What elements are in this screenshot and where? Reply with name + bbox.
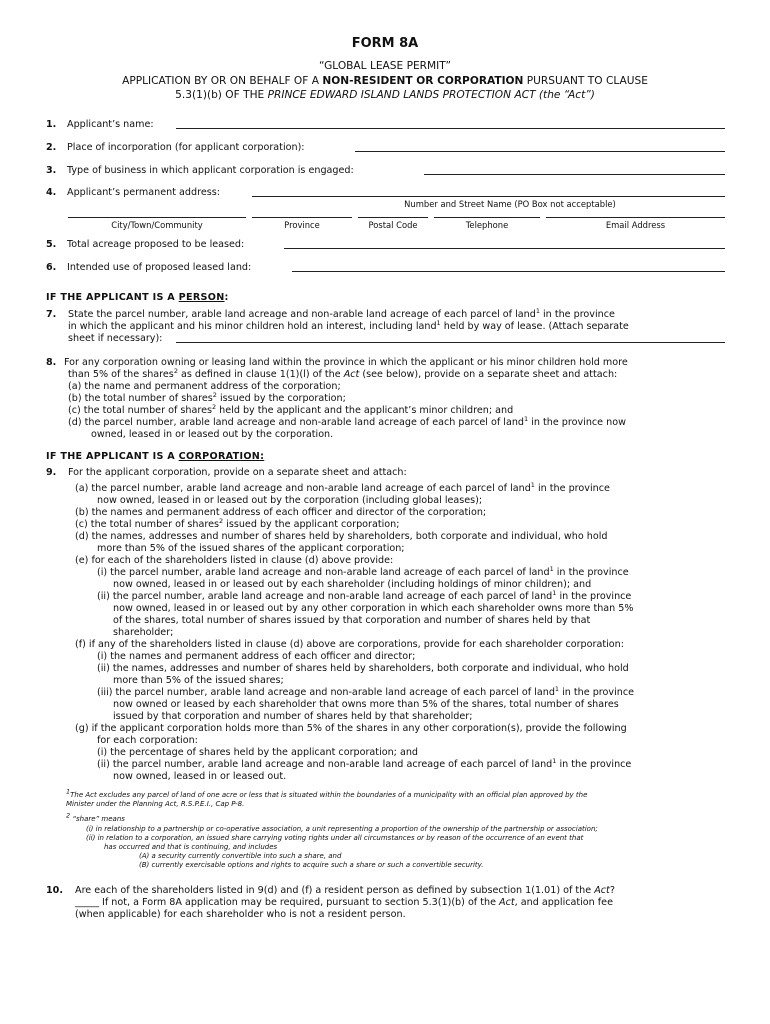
q7-text: in the province	[539, 309, 615, 320]
permanent-address-label: Applicant’s permanent address:	[67, 187, 220, 198]
heading-text: PURSUANT TO CLAUSE	[523, 75, 648, 87]
field-number: 3.	[46, 165, 57, 176]
q8-item-b	[68, 390, 346, 405]
q9-item-g-cont: for each corporation:	[97, 735, 198, 746]
intended-use-label: Intended use of proposed leased land:	[67, 262, 252, 273]
telephone-field[interactable]	[434, 217, 540, 218]
footnote-ref: 1	[530, 480, 535, 489]
person-section-heading	[46, 292, 229, 304]
question-7-number: 7.	[46, 309, 57, 320]
q9-item-e-i-cont: now owned, leased in or leased out by each shareholder (including holdings of minor children); and	[113, 579, 592, 590]
q8-text: than 5% of the shares	[68, 369, 174, 380]
heading-underlined: CORPORATION:	[178, 451, 265, 462]
q8-text: as defined in clause 1(1)(l) of the	[177, 369, 344, 380]
act-ref: Act	[343, 369, 360, 380]
q9-text: in the province	[556, 759, 632, 770]
field-number: 4.	[46, 187, 57, 198]
question-7-line	[68, 318, 629, 333]
heading-text: IF THE APPLICANT IS A	[46, 451, 179, 462]
question-8-line: For any corporation owning or leasing land within the province in which the applicant or his minor children hold more	[64, 357, 628, 368]
q8-item-c	[68, 402, 514, 417]
footnote-1	[66, 787, 588, 800]
footnote-marker: 1	[66, 787, 71, 796]
act-name: PRINCE EDWARD ISLAND LANDS PROTECTION ACT (the “Act”)	[267, 89, 595, 101]
q7-text: State the parcel number, arable land acreage and non-arable land acreage of each parcel of land	[68, 309, 536, 320]
question-9-number: 9.	[46, 467, 57, 478]
q9-item-f-ii-cont: more than 5% of the issued shares;	[113, 675, 284, 686]
footnote-2-ii: (ii) in relation to a corporation, an issued share carrying voting rights under all circumstances or by reason of the occurrence of an event that	[86, 834, 584, 842]
footnote-ref: 2	[211, 402, 217, 411]
q8-item-a: (a) the name and permanent address of the corporation;	[68, 381, 341, 392]
q7-text: in which the applicant and his minor children hold an interest, including land	[68, 321, 437, 332]
form-heading-line	[0, 75, 770, 88]
q9-item-g-ii-cont: now owned, leased in or leased out.	[113, 771, 287, 782]
footnote-ref: 2	[173, 366, 178, 375]
footnote-ref: 1	[552, 588, 557, 597]
field-4	[46, 187, 220, 199]
q8-text: (c) the total number of shares	[68, 405, 212, 416]
footnote-1-cont: Minister under the Planning Act, R.S.P.E.I., Cap P-8.	[66, 800, 245, 808]
footnote-2-B: (B) currently exercisable options and rights to acquire such a share or such a convertible security.	[139, 861, 484, 869]
footnote-2-ii-cont: has occurred and that is continuing, and includes	[104, 843, 278, 851]
q9-item-f: (f) if any of the shareholders listed in clause (d) above are corporations, provide for each shareholder corporation:	[75, 639, 624, 650]
field-1	[46, 119, 154, 131]
form-heading-line	[0, 89, 770, 102]
question-9-line: For the applicant corporation, provide on a separate sheet and attach:	[68, 467, 407, 478]
q9-item-c	[75, 516, 400, 531]
question-10-line	[75, 885, 615, 897]
q9-item-e: (e) for each of the shareholders listed in clause (d) above provide:	[75, 555, 394, 566]
act-ref: Act	[499, 897, 515, 908]
question-10-number: 10.	[46, 885, 63, 896]
footnote-marker: 2	[66, 811, 71, 820]
footnote-ref: 1	[436, 318, 441, 327]
q9-item-f-ii: (ii) the names, addresses and number of shares held by shareholders, both corporate and individual, who hold	[97, 663, 629, 674]
question-8-line	[68, 366, 618, 381]
postal-code-caption: Postal Code	[368, 220, 418, 230]
q10-text: ?	[609, 885, 615, 896]
province-field[interactable]	[252, 217, 352, 218]
postal-code-field[interactable]	[358, 217, 428, 218]
heading-text: 5.3(1)(b) OF THE	[175, 89, 268, 101]
q9-item-e-i	[97, 564, 629, 579]
q9-item-a-cont: now owned, leased in or leased out by the corporation (including global leases);	[97, 495, 483, 506]
type-of-business-field[interactable]	[424, 174, 725, 175]
total-acreage-field[interactable]	[284, 248, 725, 249]
email-field[interactable]	[546, 217, 725, 218]
footnote-ref: 1	[535, 306, 540, 315]
q8-text: (b) the total number of shares	[68, 393, 213, 404]
q8-text: in the province now	[528, 417, 626, 428]
city-caption: City/Town/Community	[111, 220, 203, 230]
field-2	[46, 142, 305, 154]
q9-item-a	[75, 480, 610, 495]
q9-item-e-ii-cont: now owned, leased in or leased out by any other corporation in which each shareholder owns more than 5%	[113, 603, 634, 614]
place-of-incorporation-field[interactable]	[355, 151, 725, 152]
heading-underlined: PERSON	[178, 292, 225, 303]
email-caption: Email Address	[605, 220, 666, 230]
q9-item-e-ii-cont: of the shares, total number of shares issued by that corporation and number of shares held by that	[113, 615, 591, 626]
footnote-text: The Act excludes any parcel of land of one acre or less that is situated within the boundaries of a municipality with an official plan approved by the	[70, 791, 588, 799]
telephone-caption: Telephone	[465, 220, 509, 230]
q9-text: in the province	[553, 567, 629, 578]
act-ref: Act	[594, 885, 610, 896]
q9-text: in the province	[556, 591, 632, 602]
question-10-line	[75, 897, 613, 909]
footnote-ref: 2	[218, 516, 224, 525]
q8-text: issued by the corporation;	[216, 393, 346, 404]
q9-item-f-iii	[97, 684, 634, 699]
footnote-ref: 1	[554, 684, 560, 693]
city-field[interactable]	[68, 217, 246, 218]
footnote-2	[66, 811, 125, 824]
q9-text: (c) the total number of shares	[75, 519, 219, 530]
q9-item-g-i: (i) the percentage of shares held by the applicant corporation; and	[97, 747, 419, 758]
footnote-text: “share” means	[72, 815, 125, 823]
footnote-ref: 1	[524, 414, 529, 423]
q8-item-d	[68, 414, 626, 429]
q10-answer-text[interactable]: _____ If not, a Form 8A application may be required, pursuant to section 5.3(1)(b) of the	[75, 897, 500, 908]
q9-item-e-ii-cont: shareholder;	[113, 627, 174, 638]
footnote-ref: 2	[212, 390, 217, 399]
field-number: 1.	[46, 119, 57, 130]
total-acreage-label: Total acreage proposed to be leased:	[67, 239, 245, 250]
field-number: 5.	[46, 239, 57, 250]
field-5	[46, 239, 245, 251]
heading-text: :	[224, 292, 229, 303]
q8-item-d-cont: owned, leased in or leased out by the corporation.	[91, 429, 334, 440]
q9-text: (iii) the parcel number, arable land acreage and non-arable land acreage of each parcel of land	[97, 687, 555, 698]
form-subtitle: “GLOBAL LEASE PERMIT”	[318, 60, 452, 72]
q9-text: (i) the parcel number, arable land acreage and non-arable land acreage of each parcel of land	[97, 567, 550, 578]
footnote-2-A: (A) a security currently convertible into such a share, and	[139, 852, 342, 860]
q10-text: Are each of the shareholders listed in 9(d) and (f) a resident person as defined by subsection 1(1.01) of the	[75, 885, 595, 896]
q9-item-f-iii-cont: now owned or leased by each shareholder that owns more than 5% of the shares, total number of shares	[113, 699, 619, 710]
province-caption: Province	[284, 220, 320, 230]
q9-text: (ii) the parcel number, arable land acreage and non-arable land acreage of each parcel of land	[97, 759, 553, 770]
footnote-ref: 1	[552, 756, 557, 765]
q8-text: (see below), provide on a separate sheet and attach:	[359, 369, 618, 380]
applicant-name-label: Applicant’s name:	[67, 119, 154, 130]
question-8-number: 8.	[46, 357, 57, 368]
q9-item-g: (g) if the applicant corporation holds more than 5% of the shares in any other corporation(s), provide the following	[75, 723, 627, 734]
q8-text: held by the applicant and the applicant’s minor children; and	[216, 405, 514, 416]
q9-item-b: (b) the names and permanent address of each officer and director of the corporation;	[75, 507, 487, 518]
q9-text: in the province	[534, 483, 610, 494]
q9-text: (a) the parcel number, arable land acreage and non-arable land acreage of each parcel of land	[75, 483, 531, 494]
corporation-section-heading	[46, 451, 264, 463]
heading-bold-text: NON-RESIDENT OR CORPORATION	[322, 75, 524, 87]
footnote-2-i: (i) in relationship to a partnership or co-operative association, a unit representing a proportion of the ownership of the partnership or association;	[86, 825, 598, 833]
field-number: 2.	[46, 142, 57, 153]
q9-text: issued by the applicant corporation;	[223, 519, 400, 530]
q9-text: in the province	[559, 687, 634, 698]
q9-item-e-ii	[97, 588, 632, 603]
field-6	[46, 262, 252, 274]
footnote-ref: 1	[549, 564, 554, 573]
intended-use-field[interactable]	[292, 271, 725, 272]
q10-text: , and application fee	[514, 897, 613, 908]
street-caption: Number and Street Name (PO Box not acceptable)	[404, 199, 616, 209]
q7-answer-field[interactable]	[176, 342, 725, 343]
street-address-field[interactable]	[252, 196, 725, 197]
form-title: FORM 8A	[351, 36, 419, 51]
question-7-line: sheet if necessary):	[68, 333, 163, 344]
q9-item-d-cont: more than 5% of the issued shares of the applicant corporation;	[97, 543, 405, 554]
question-7-line	[68, 306, 615, 321]
heading-text: IF THE APPLICANT IS A	[46, 292, 179, 303]
q9-text: (ii) the parcel number, arable land acreage and non-arable land acreage of each parcel of land	[97, 591, 553, 602]
q9-item-f-iii-cont: issued by that corporation and number of shares held by that shareholder;	[113, 711, 473, 722]
question-10-line: (when applicable) for each shareholder who is not a resident person.	[75, 909, 406, 920]
type-of-business-label: Type of business in which applicant corporation is engaged:	[67, 165, 354, 176]
q9-item-g-ii	[97, 756, 632, 771]
applicant-name-field[interactable]	[176, 128, 725, 129]
q9-item-f-i: (i) the names and permanent address of each officer and director;	[97, 651, 416, 662]
heading-text: APPLICATION BY OR ON BEHALF OF A	[122, 75, 323, 87]
q8-text: (d) the parcel number, arable land acreage and non-arable land acreage of each parcel of land	[68, 417, 525, 428]
place-of-incorporation-label: Place of incorporation (for applicant corporation):	[67, 142, 305, 153]
q9-item-d: (d) the names, addresses and number of shares held by shareholders, both corporate and individual, who hold	[75, 531, 608, 542]
field-3	[46, 165, 354, 177]
q7-text: held by way of lease. (Attach separate	[440, 321, 629, 332]
field-number: 6.	[46, 262, 57, 273]
